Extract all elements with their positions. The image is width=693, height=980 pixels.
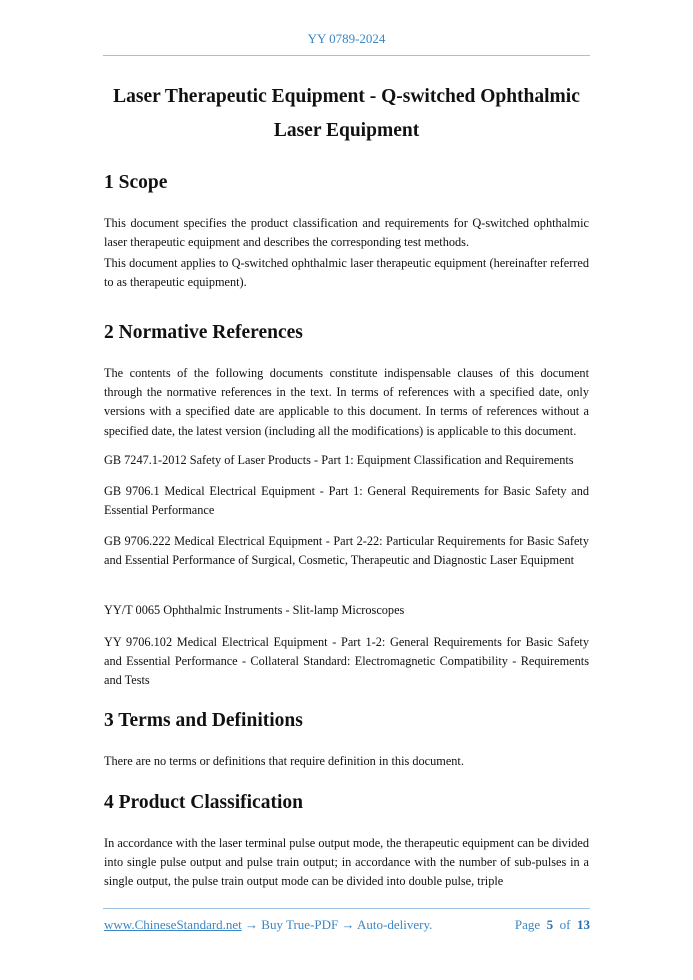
page-indicator [515,917,590,933]
page-number: 5 [546,917,554,932]
paragraph: In accordance with the laser terminal pulse output mode, the therapeutic equipment can be divided into single pulse output and pulse train output; in accordance with the number of sub-pulses in a single output, the pulse train output mode can be divided into double pulse, triple [104,836,589,889]
footer-buy-text: → Buy True-PDF [241,917,342,932]
section-heading: 2 Normative References [104,322,303,343]
header-code: YY 0789-2024 [307,31,386,46]
header-rule [103,55,590,56]
section-heading: 1 Scope [104,172,168,193]
reference-item: GB 9706.1 Medical Electrical Equipment - Part 1: General Requirements for Basic Safety and Essential Performance [104,484,589,518]
section-heading: 3 Terms and Definitions [104,710,303,731]
footer-rule [103,908,590,909]
paragraph: This document applies to Q-switched ophthalmic laser therapeutic equipment (hereinafter referred to as therapeutic equipment). [104,256,589,290]
reference-item: YY 9706.102 Medical Electrical Equipment - Part 1-2: General Requirements for Basic Safety and Essential Performance - Collateral Standard: Electromagnetic Compatibility - Requirements and Tests [104,635,589,688]
footer-promo [104,917,432,933]
paragraph: There are no terms or definitions that require definition in this document. [104,754,464,768]
website-link[interactable]: www.ChineseStandard.net [104,917,242,932]
reference-item: GB 9706.222 Medical Electrical Equipment - Part 2-22: Particular Requirements for Basic Safety and Essential Performance of Surgical, Cosmetic, Therapeutic and Diagnostic Laser Equipment [104,534,589,568]
reference-item: GB 7247.1-2012 Safety of Laser Products - Part 1: Equipment Classification and Requirements [104,453,574,467]
page-label: Page [514,917,541,932]
section-heading: 4 Product Classification [104,792,303,813]
footer-delivery-text: → Auto-delivery. [341,917,433,932]
doc-title-line1: Laser Therapeutic Equipment - Q-switched Ophthalmic [113,86,580,107]
of-label: of [559,917,571,932]
page-total: 13 [577,917,590,932]
paragraph: This document specifies the product classification and requirements for Q-switched ophthalmic laser therapeutic equipment and describes the corresponding test methods. [104,216,589,250]
footer [104,917,590,933]
paragraph: The contents of the following documents constitute indispensable clauses of this document through the normative references in the text. In terms of references with a specified date, only versions with a specified date are applicable to this document. In terms of references without a specified date, the latest version (including all the modifications) is applicable to this document. [104,366,589,438]
reference-item: YY/T 0065 Ophthalmic Instruments - Slit-lamp Microscopes [104,603,405,617]
doc-title-line2: Laser Equipment [273,120,420,141]
